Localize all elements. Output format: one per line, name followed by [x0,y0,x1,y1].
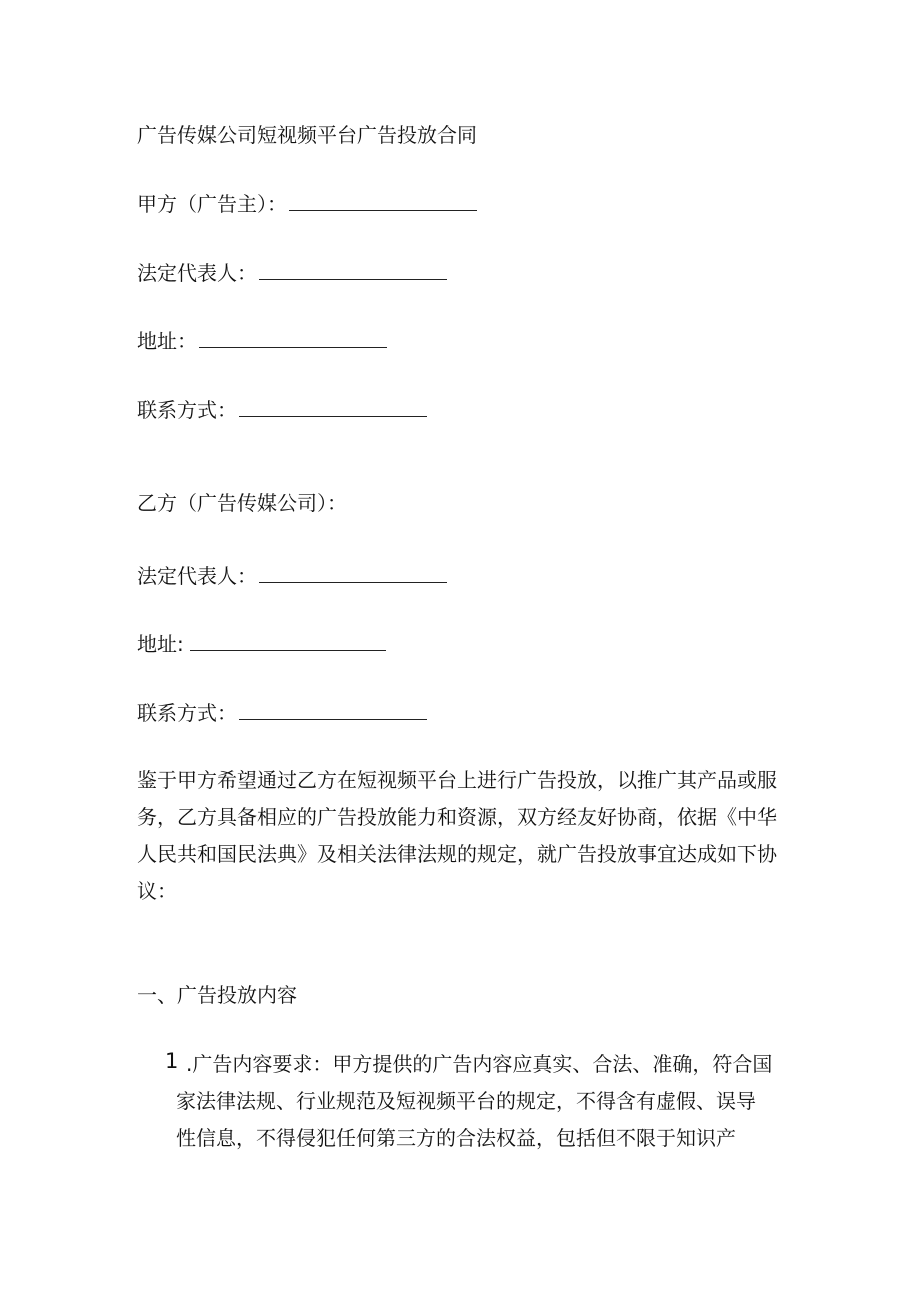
preamble-line: 务，乙方具备相应的广告投放能力和资源，双方经友好协商，依据《中华 [137,805,777,829]
item-1-line: .广告内容要求：甲方提供的广告内容应真实、合法、准确，符合国 [186,1052,773,1076]
party-b-rep-blank[interactable] [259,562,447,583]
preamble-line: 议： [137,879,177,903]
party-a-contact-label: 联系方式： [137,398,237,422]
section-1-heading: 一、广告投放内容 [137,983,297,1007]
party-b-heading: 乙方（广告传媒公司）： [137,491,347,515]
party-a-rep-label: 法定代表人： [137,261,257,285]
party-a-address-blank[interactable] [199,327,387,348]
party-a-contact-row [137,395,427,425]
party-a-heading: 甲方（广告主）： [137,192,287,216]
party-b-address-label: 地址: [137,632,184,656]
party-b-address-blank[interactable] [190,630,386,651]
preamble-line: 鉴于甲方希望通过乙方在短视频平台上进行广告投放，以推广其产品或服 [137,768,777,792]
party-b-rep-row [137,561,447,591]
preamble-line: 人民共和国民法典》及相关法律法规的规定，就广告投放事宜达成如下协 [137,842,777,866]
party-a-name-blank[interactable] [289,190,477,211]
item-1-line: 家法律法规、行业规范及短视频平台的规定，不得含有虚假、误导 [176,1089,756,1113]
party-b-rep-label: 法定代表人： [137,564,257,588]
party-a-contact-blank[interactable] [239,396,427,417]
party-b-contact-label: 联系方式： [137,701,237,725]
item-1-number: 1 [165,1049,179,1073]
party-a-address-row [137,326,387,356]
party-a-address-label: 地址： [137,329,197,353]
contract-title: 广告传媒公司短视频平台广告投放合同 [137,123,477,147]
party-a-rep-blank[interactable] [259,259,447,280]
party-a-heading-row [137,189,477,219]
preamble-paragraph [137,762,787,910]
party-b-contact-blank[interactable] [239,699,427,720]
item-1-text [176,1046,786,1157]
item-1-line: 性信息，不得侵犯任何第三方的合法权益，包括但不限于知识产 [176,1126,736,1150]
party-b-contact-row [137,698,427,728]
party-b-address-row [137,629,386,659]
party-a-rep-row [137,258,447,288]
